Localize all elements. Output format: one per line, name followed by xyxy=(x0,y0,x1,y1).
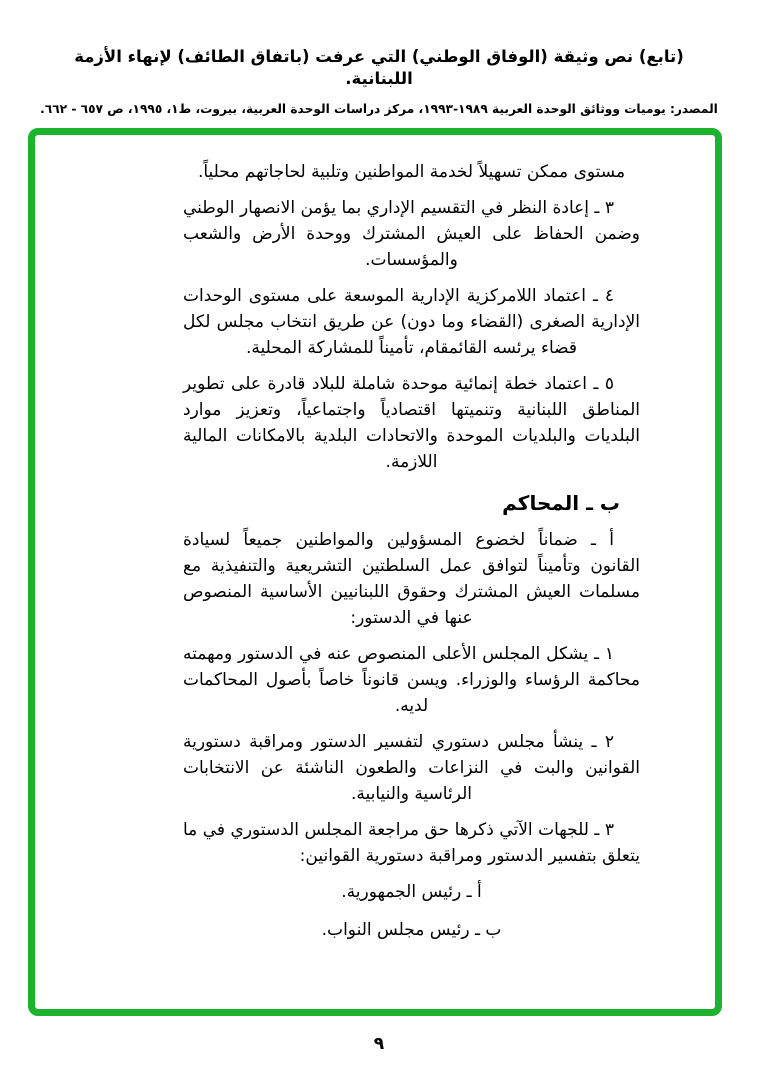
subitem-speaker-parliament: ب ـ رئيس مجلس النواب. xyxy=(321,920,502,940)
document-body xyxy=(35,135,715,943)
section-heading-courts: ب ـ المحاكم xyxy=(502,491,620,515)
highlight-frame xyxy=(28,128,722,1016)
paragraph-courts-item-2: ٢ ـ ينشأ مجلس دستوري لتفسير الدستور ومراقبة دستورية القوانين والبت في النزاعات والطعون الناشئة عن الانتخابات الرئاسية والنيابية. xyxy=(183,732,640,804)
paragraph-admin-item-4: ٤ ـ اعتماد اللامركزية الإدارية الموسعة على مستوى الوحدات الإدارية الصغرى (القضاء وما دون) عن طريق انتخاب مجلس لكل قضاء يرئسه القائمقام، تأميناً للمشاركة المحلية. xyxy=(183,286,640,358)
paragraph-continuation: مستوى ممكن تسهيلاً لخدمة المواطنين وتلبية لحاجاتهم محلياً. xyxy=(197,162,626,182)
page-footer xyxy=(0,1034,758,1054)
paragraph-admin-item-5: ٥ ـ اعتماد خطة إنمائية موحدة شاملة للبلاد قادرة على تطوير المناطق اللبنانية وتنميتها اقتصادياً واجتماعياً، وتعزيز موارد البلديات والبلديات الموحدة والاتحادات البلدية بالامكانات المالية اللازمة. xyxy=(183,374,640,472)
paragraph-courts-intro: أ ـ ضماناً لخضوع المسؤولين والمواطنين جميعاً لسيادة القانون وتأميناً لتوافق عمل السلطتين التشريعية والتنفيذية مع مسلمات العيش المشترك وحقوق اللبنانيين الأساسية المنصوص عنها في الدستور: xyxy=(183,530,640,628)
paragraph-courts-item-1: ١ ـ يشكل المجلس الأعلى المنصوص عنه في الدستور ومهمته محاكمة الرؤساء والوزراء. ويسن قانوناً خاصاً بأصول المحاكمات لديه. xyxy=(183,644,640,716)
page-header xyxy=(0,0,758,117)
paragraph-admin-item-3: ٣ ـ إعادة النظر في التقسيم الإداري بما يؤمن الانصهار الوطني وضمن الحفاظ على العيش المشترك ووحدة الأرض والشعب والمؤسسات. xyxy=(183,198,640,270)
document-source-line: المصدر: يوميات ووثائق الوحدة العربية ١٩٨٩-١٩٩٣، مركز دراسات الوحدة العربية، بيروت، ط١، ١٩٩٥، ص ٦٥٧ - ٦٦٢. xyxy=(40,102,718,116)
paragraph-courts-item-3: ٣ ـ للجهات الآتي ذكرها حق مراجعة المجلس الدستوري في ما يتعلق بتفسير الدستور ومراقبة دستورية القوانين: xyxy=(183,820,640,866)
document-title: (تابع) نص وثيقة (الوفاق الوطني) التي عرفت (باتفاق الطائف) لإنهاء الأزمة اللبنانية. xyxy=(74,47,684,88)
subitem-president-republic: أ ـ رئيس الجمهورية. xyxy=(341,882,482,902)
page-number: ٩ xyxy=(373,1034,385,1054)
